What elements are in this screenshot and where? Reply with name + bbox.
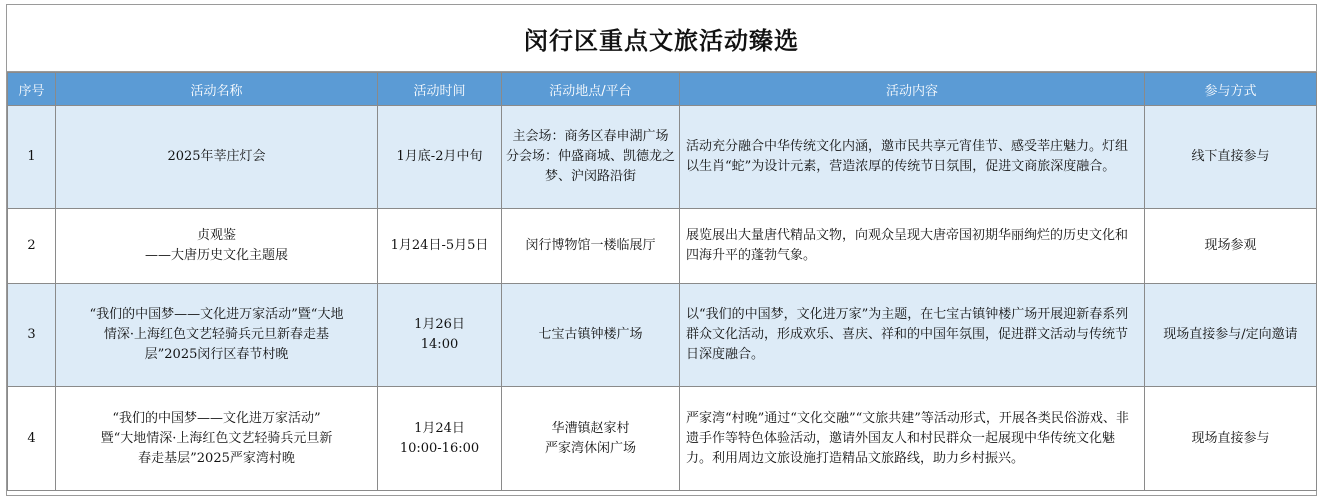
header-place: 活动地点/平台 xyxy=(502,73,680,106)
header-join: 参与方式 xyxy=(1145,73,1317,106)
place-line: 主会场：商务区春申湖广场 xyxy=(512,129,669,144)
name-line: “我们的中国梦——文化进万家活动”暨“大地情深·上海红色文艺轻骑兵元旦新春走基层”2025闵行区春节村晚 xyxy=(89,307,344,362)
cell-index: 1 xyxy=(8,106,56,209)
cell-name xyxy=(56,106,378,209)
header-time: 活动时间 xyxy=(378,73,502,106)
cell-content: 活动充分融合中华传统文化内涵，邀市民共享元宵佳节、感受莘庄魅力。灯组以生肖“蛇”为设计元素，营造浓厚的传统节日氛围，促进文商旅深度融合。 xyxy=(680,106,1145,209)
cell-place xyxy=(502,106,680,209)
time-line: 10:00-16:00 xyxy=(399,440,480,456)
header-row xyxy=(8,73,1317,106)
table-row xyxy=(8,387,1317,491)
time-line: 1月24日-5月5日 xyxy=(390,238,489,253)
time-line: 1月底-2月中旬 xyxy=(396,149,483,164)
activity-table xyxy=(7,72,1317,491)
place-line: 分会场：仲盛商城、凯德龙之梦、沪闵路沿街 xyxy=(506,149,676,184)
cell-content: 以“我们的中国梦，文化进万家”为主题，在七宝古镇钟楼广场开展迎新春系列群众文化活动，形成欢乐、喜庆、祥和的中国年氛围，促进群文活动与传统节日深度融合。 xyxy=(680,284,1145,387)
table-row xyxy=(8,106,1317,209)
name-line: 2025年莘庄灯会 xyxy=(167,149,266,164)
cell-index: 2 xyxy=(8,209,56,284)
time-line: 1月26日 xyxy=(414,317,465,332)
name-line: “我们的中国梦——文化进万家活动” xyxy=(112,410,321,426)
cell-place xyxy=(502,284,680,387)
place-line: 严家湾休闲广场 xyxy=(544,440,636,456)
cell-name xyxy=(56,209,378,284)
header-name: 活动名称 xyxy=(56,73,378,106)
header-index: 序号 xyxy=(8,73,56,106)
name-line: 暨“大地情深·上海红色文艺轻骑兵元旦新春走基层”2025严家湾村晚 xyxy=(100,430,333,466)
activity-sheet xyxy=(6,4,1317,496)
sheet-title: 闵行区重点文旅活动臻选 xyxy=(7,5,1316,72)
cell-place xyxy=(502,209,680,284)
table-row xyxy=(8,209,1317,284)
cell-name xyxy=(56,387,378,491)
place-line: 闵行博物馆一楼临展厅 xyxy=(525,238,656,253)
name-line: ——大唐历史文化主题展 xyxy=(144,248,288,263)
cell-time xyxy=(378,387,502,491)
cell-join: 现场参观 xyxy=(1145,209,1317,284)
cell-content: 展览展出大量唐代精品文物，向观众呈现大唐帝国初期华丽绚烂的历史文化和四海升平的蓬勃气象。 xyxy=(680,209,1145,284)
cell-content: 严家湾“村晚”通过“文化交融”“文旅共建”等活动形式，开展各类民俗游戏、非遗手作等特色体验活动，邀请外国友人和村民群众一起展现中华传统文化魅力。利用周边文旅设施打造精品文旅路线，助力乡村振兴。 xyxy=(680,387,1145,491)
cell-time xyxy=(378,209,502,284)
place-line: 华漕镇赵家村 xyxy=(551,420,630,436)
header-content: 活动内容 xyxy=(680,73,1145,106)
cell-index: 4 xyxy=(8,387,56,491)
time-line: 14:00 xyxy=(420,337,459,352)
table-row xyxy=(8,284,1317,387)
cell-place xyxy=(502,387,680,491)
cell-name xyxy=(56,284,378,387)
name-line: 贞观鉴 xyxy=(196,228,236,243)
cell-index: 3 xyxy=(8,284,56,387)
cell-join: 线下直接参与 xyxy=(1145,106,1317,209)
cell-join: 现场直接参与/定向邀请 xyxy=(1145,284,1317,387)
place-line: 七宝古镇钟楼广场 xyxy=(538,327,643,342)
time-line: 1月24日 xyxy=(414,420,465,436)
cell-join: 现场直接参与 xyxy=(1145,387,1317,491)
cell-time xyxy=(378,284,502,387)
cell-time xyxy=(378,106,502,209)
